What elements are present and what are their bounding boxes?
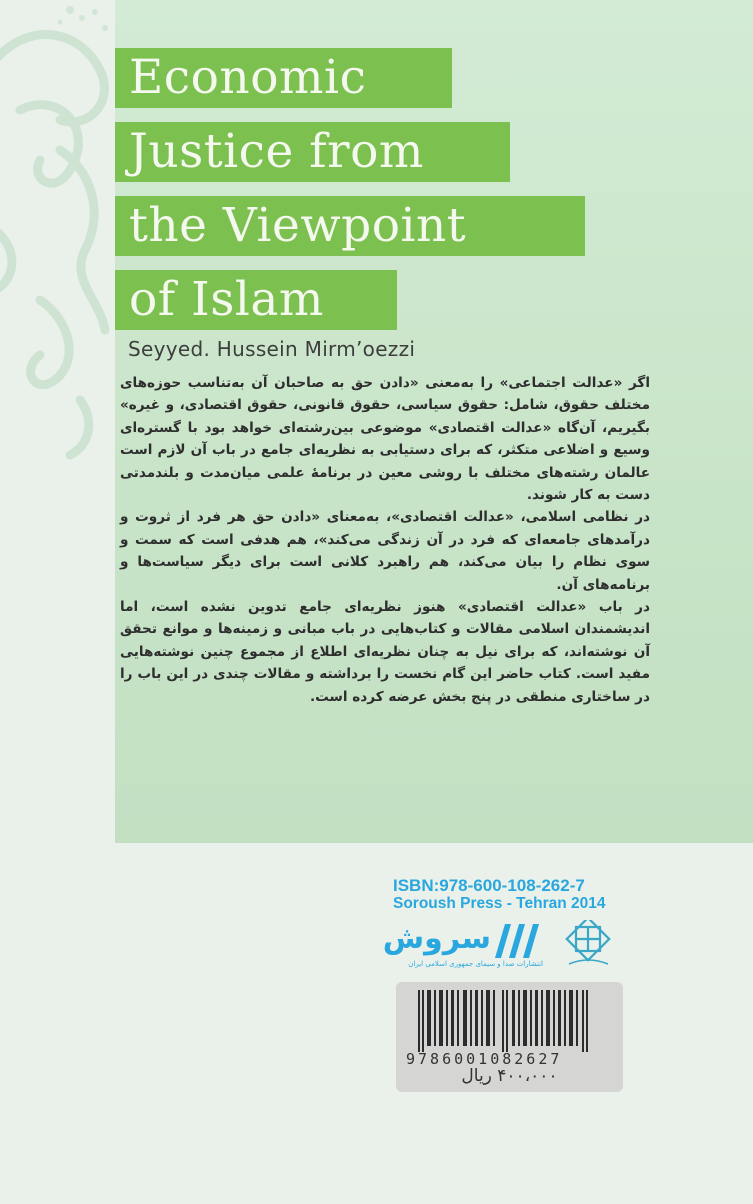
title-line-3: the Viewpoint xyxy=(115,196,585,256)
author-name: Seyyed. Hussein Mirm’oezzi xyxy=(128,337,416,361)
barcode-digits: 9786001082627 xyxy=(406,1050,563,1068)
title-line-4: of Islam xyxy=(115,270,397,330)
floral-ornament-icon xyxy=(0,0,120,460)
blurb-text xyxy=(120,372,650,708)
blurb-paragraph: اگر «عدالت اجتماعی» را به‌معنی «دادن حق به صاحبان آن به‌تناسب حوزه‌های مختلف حقوق، شامل: حقوق سیاسی، حقوق قانونی، حقوق اقتصادی، و غیره» بگیریم، آن‌گاه «عدالت اقتصادی» موضوعی بین‌رشته‌ای خواهد بود با گستره‌ای وسیع و اضلاعی متکثر، که برای دستیابی به نظریه‌ای جامع در باب آن لازم است عالمان رشته‌های مختلف با روشی معین در برنامهٔ علمی میان‌مدت و بلندمدتی دست به کار شوند. xyxy=(120,375,650,504)
title-line-2: Justice from xyxy=(115,122,510,182)
soroush-wordmark: سروش xyxy=(382,921,491,956)
publisher-info xyxy=(393,877,623,912)
price-label: ۴۰۰،۰۰۰ ریال xyxy=(461,1066,558,1086)
isbn-text: ISBN:978-600-108-262-7 xyxy=(393,876,585,895)
barcode-label xyxy=(396,982,623,1092)
barcode-icon xyxy=(410,990,600,1052)
blurb-paragraph: در باب «عدالت اقتصادی» هنوز نظریه‌ای جامع تدوین نشده است، اما اندیشمندان اسلامی مقالات و کتاب‌هایی در باب مبانی و زمینه‌ها و موانع تحقق آن نوشته‌اند، که برای نیل به چنان نظریه‌ای اطلاع از مجموع چنین نوشته‌هایی مفید است. کتاب حاضر این گام نخست را برداشته و مقالات چندی در این باب را در ساختاری منطقی در پنج بخش عرضه کرده است. xyxy=(120,599,650,705)
blurb-paragraph: در نظامی اسلامی، «عدالت اقتصادی»، به‌معنای «دادن حق هر فرد از ثروت و درآمدهای جامعه‌ای که فرد در آن زندگی می‌کند»، هم هدفی است که سمت و سوی نظام را بیان می‌کند، هم راهبرد کلانی است برای دیگر سیاست‌ها و برنامه‌های آن. xyxy=(120,509,650,593)
knot-emblem-icon xyxy=(561,920,616,970)
soroush-bars-icon xyxy=(491,922,541,958)
publisher-subtitle: انتشارات صدا و سیمای جمهوری اسلامی ایران xyxy=(408,960,543,968)
title-line-1: Economic xyxy=(115,48,452,108)
publisher-logo-row xyxy=(382,918,623,974)
press-line: Soroush Press - Tehran 2014 xyxy=(393,895,606,912)
